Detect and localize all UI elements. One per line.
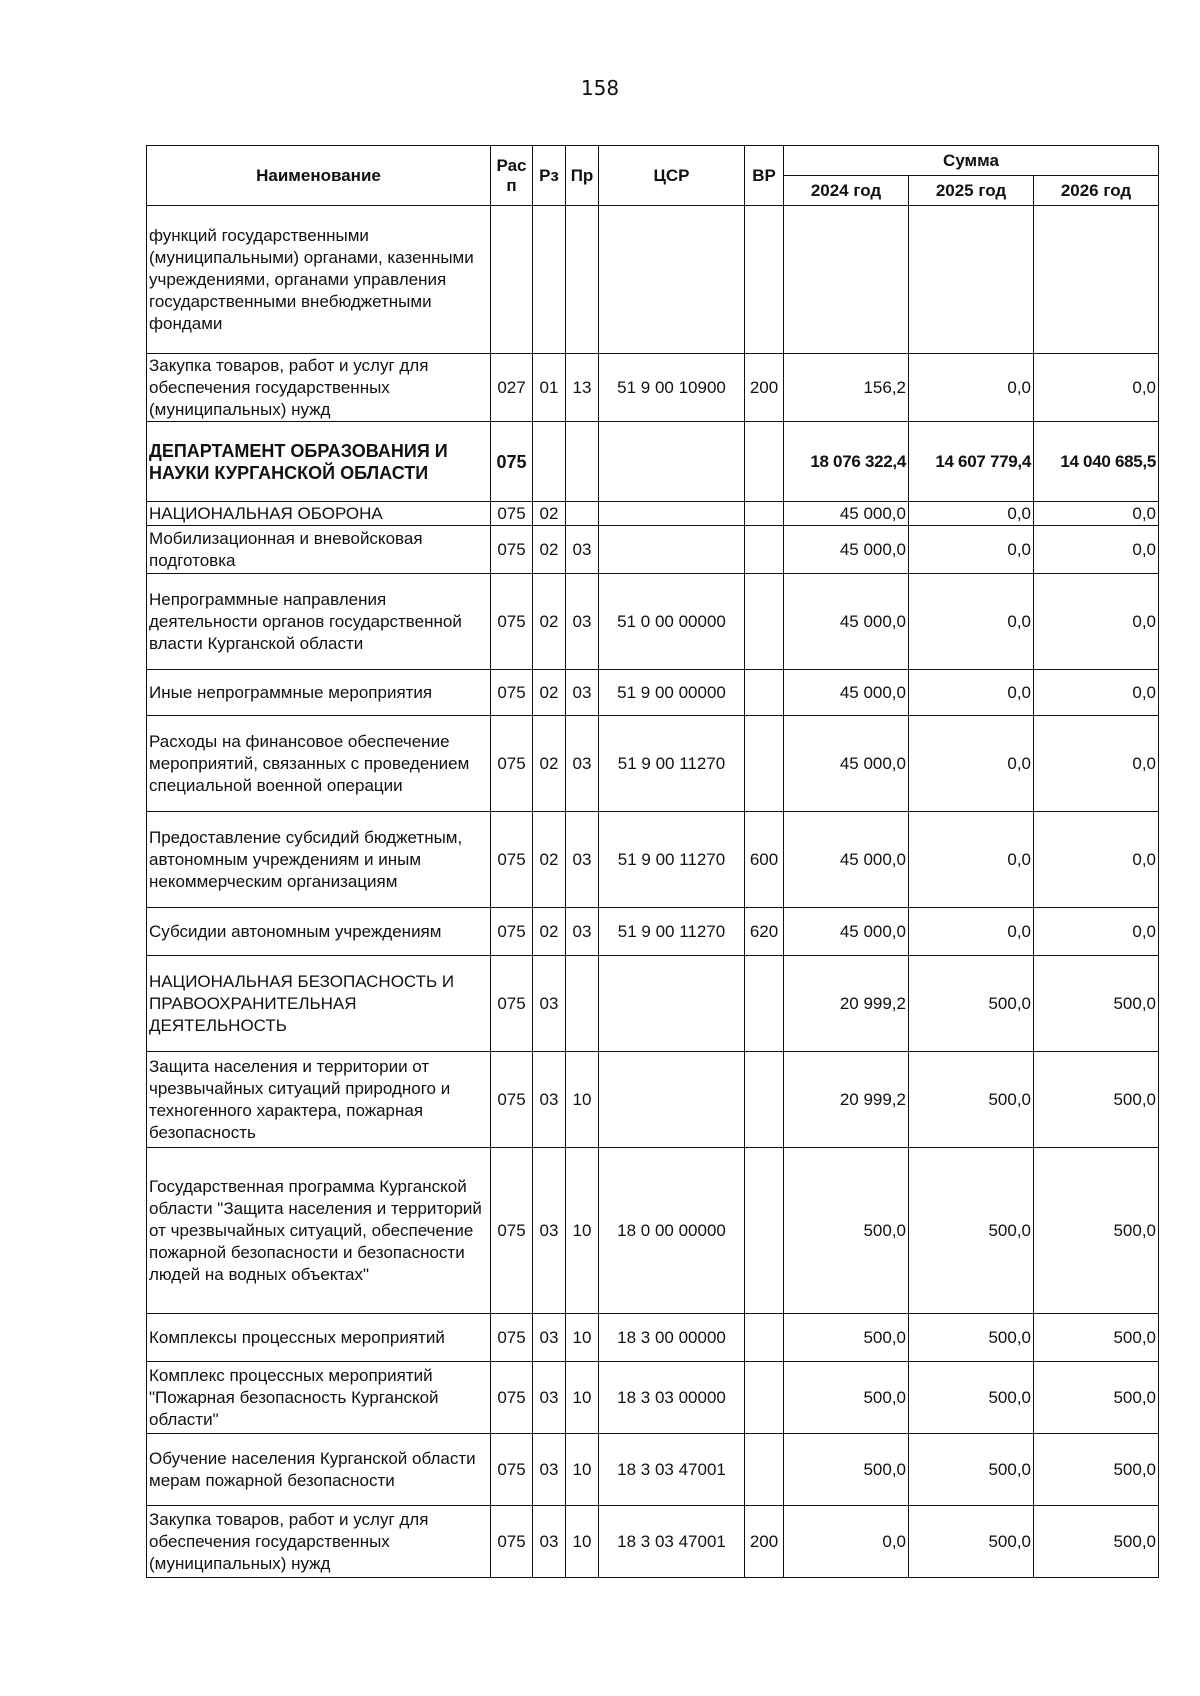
table-row	[147, 1314, 1159, 1362]
cell-pr: 10	[566, 1052, 599, 1148]
cell-rasp: 075	[491, 574, 533, 670]
cell-2024: 45 000,0	[784, 526, 909, 574]
cell-csr: 51 9 00 00000	[599, 670, 745, 716]
cell-pr: 10	[566, 1362, 599, 1434]
cell-2024: 500,0	[784, 1314, 909, 1362]
cell-2025: 0,0	[909, 354, 1034, 422]
header-vr: ВР	[745, 146, 784, 206]
cell-pr: 13	[566, 354, 599, 422]
header-csr: ЦСР	[599, 146, 745, 206]
table-row	[147, 354, 1159, 422]
cell-2024: 45 000,0	[784, 670, 909, 716]
cell-2024: 500,0	[784, 1148, 909, 1314]
cell-2026: 500,0	[1034, 1148, 1159, 1314]
cell-vr: 600	[745, 812, 784, 908]
cell-rz: 03	[533, 1434, 566, 1506]
cell-pr	[566, 502, 599, 526]
cell-vr: 200	[745, 354, 784, 422]
cell-2026: 500,0	[1034, 1052, 1159, 1148]
header-sum: Сумма	[784, 146, 1159, 176]
cell-2026: 500,0	[1034, 1314, 1159, 1362]
cell-vr	[745, 1314, 784, 1362]
cell-2024: 156,2	[784, 354, 909, 422]
budget-table	[146, 145, 1159, 1578]
cell-2024: 0,0	[784, 1506, 909, 1578]
cell-rasp: 075	[491, 1362, 533, 1434]
cell-2024: 20 999,2	[784, 1052, 909, 1148]
table-row	[147, 670, 1159, 716]
cell-2025: 500,0	[909, 1314, 1034, 1362]
table-row	[147, 812, 1159, 908]
cell-2024: 500,0	[784, 1362, 909, 1434]
cell-2024: 500,0	[784, 1434, 909, 1506]
cell-pr: 10	[566, 1434, 599, 1506]
cell-rasp: 075	[491, 670, 533, 716]
cell-csr	[599, 422, 745, 502]
cell-csr: 18 3 03 47001	[599, 1506, 745, 1578]
cell-pr: 03	[566, 526, 599, 574]
header-pr: Пр	[566, 146, 599, 206]
cell-vr	[745, 1148, 784, 1314]
cell-2025: 500,0	[909, 1362, 1034, 1434]
cell-2026: 0,0	[1034, 670, 1159, 716]
cell-2025: 0,0	[909, 670, 1034, 716]
cell-pr	[566, 422, 599, 502]
table-row	[147, 206, 1159, 354]
cell-rasp: 075	[491, 956, 533, 1052]
cell-2026: 500,0	[1034, 1434, 1159, 1506]
cell-csr	[599, 206, 745, 354]
cell-csr: 51 9 00 10900	[599, 354, 745, 422]
cell-vr	[745, 1052, 784, 1148]
cell-name: Защита населения и территории от чрезвычайных ситуаций природного и техногенного характера, пожарная безопасность	[147, 1052, 491, 1148]
cell-2025: 0,0	[909, 812, 1034, 908]
cell-2026: 500,0	[1034, 956, 1159, 1052]
table-row	[147, 908, 1159, 956]
cell-2025: 0,0	[909, 574, 1034, 670]
cell-rz: 03	[533, 1362, 566, 1434]
table-row	[147, 502, 1159, 526]
cell-rasp	[491, 206, 533, 354]
cell-2024	[784, 206, 909, 354]
header-name: Наименование	[147, 146, 491, 206]
cell-csr: 51 9 00 11270	[599, 908, 745, 956]
cell-rz: 03	[533, 1314, 566, 1362]
cell-rasp: 075	[491, 526, 533, 574]
cell-name: Комплекс процессных мероприятий "Пожарная безопасность Курганской области"	[147, 1362, 491, 1434]
cell-vr	[745, 716, 784, 812]
cell-name: Закупка товаров, работ и услуг для обеспечения государственных (муниципальных) нужд	[147, 354, 491, 422]
cell-rasp: 075	[491, 1506, 533, 1578]
cell-name: Комплексы процессных мероприятий	[147, 1314, 491, 1362]
cell-2024: 45 000,0	[784, 716, 909, 812]
header-2026: 2026 год	[1034, 176, 1159, 206]
cell-pr: 03	[566, 812, 599, 908]
cell-rz	[533, 206, 566, 354]
cell-2024: 45 000,0	[784, 574, 909, 670]
cell-rasp: 075	[491, 422, 533, 502]
cell-csr: 18 0 00 00000	[599, 1148, 745, 1314]
cell-rz: 02	[533, 812, 566, 908]
cell-rasp: 075	[491, 1314, 533, 1362]
cell-rasp: 075	[491, 1052, 533, 1148]
cell-vr	[745, 670, 784, 716]
cell-csr	[599, 502, 745, 526]
cell-rz	[533, 422, 566, 502]
cell-rasp: 075	[491, 502, 533, 526]
cell-name: Непрограммные направления деятельности органов государственной власти Курганской области	[147, 574, 491, 670]
cell-2025: 0,0	[909, 502, 1034, 526]
cell-rz: 03	[533, 956, 566, 1052]
table-row	[147, 1362, 1159, 1434]
cell-name: Субсидии автономным учреждениям	[147, 908, 491, 956]
cell-pr: 10	[566, 1506, 599, 1578]
cell-rz: 03	[533, 1148, 566, 1314]
cell-vr: 200	[745, 1506, 784, 1578]
cell-rasp: 075	[491, 1148, 533, 1314]
table-row	[147, 422, 1159, 502]
cell-name: НАЦИОНАЛЬНАЯ ОБОРОНА	[147, 502, 491, 526]
cell-pr: 03	[566, 716, 599, 812]
cell-vr	[745, 422, 784, 502]
cell-name: Закупка товаров, работ и услуг для обеспечения государственных (муниципальных) нужд	[147, 1506, 491, 1578]
cell-csr	[599, 956, 745, 1052]
cell-2025: 500,0	[909, 1148, 1034, 1314]
cell-2025: 0,0	[909, 908, 1034, 956]
table-row	[147, 526, 1159, 574]
header-rasp: Рас п	[491, 146, 533, 206]
cell-rz: 02	[533, 574, 566, 670]
cell-2026	[1034, 206, 1159, 354]
cell-rz: 02	[533, 526, 566, 574]
cell-csr: 18 3 03 00000	[599, 1362, 745, 1434]
cell-vr: 620	[745, 908, 784, 956]
cell-2026: 0,0	[1034, 716, 1159, 812]
table-row	[147, 574, 1159, 670]
cell-csr: 18 3 00 00000	[599, 1314, 745, 1362]
cell-name: Предоставление субсидий бюджетным, автономным учреждениям и иным некоммерческим организациям	[147, 812, 491, 908]
cell-vr	[745, 1362, 784, 1434]
cell-name: Государственная программа Курганской области "Защита населения и территорий от чрезвычайных ситуаций, обеспечение пожарной безопасности и безопасности людей на водных объектах"	[147, 1148, 491, 1314]
table-row	[147, 956, 1159, 1052]
cell-2026: 0,0	[1034, 574, 1159, 670]
cell-name: Иные непрограммные мероприятия	[147, 670, 491, 716]
cell-rz: 03	[533, 1506, 566, 1578]
cell-rasp: 075	[491, 716, 533, 812]
header-2024: 2024 год	[784, 176, 909, 206]
cell-2024: 45 000,0	[784, 502, 909, 526]
cell-2024: 18 076 322,4	[784, 422, 909, 502]
cell-vr	[745, 206, 784, 354]
cell-name: Мобилизационная и вневойсковая подготовка	[147, 526, 491, 574]
cell-2025: 14 607 779,4	[909, 422, 1034, 502]
cell-name: ДЕПАРТАМЕНТ ОБРАЗОВАНИЯ И НАУКИ КУРГАНСКОЙ ОБЛАСТИ	[147, 422, 491, 502]
table-row	[147, 1148, 1159, 1314]
cell-2026: 500,0	[1034, 1506, 1159, 1578]
cell-csr: 51 9 00 11270	[599, 716, 745, 812]
table-row	[147, 1506, 1159, 1578]
cell-pr	[566, 956, 599, 1052]
cell-pr: 10	[566, 1314, 599, 1362]
cell-vr	[745, 526, 784, 574]
cell-rasp: 075	[491, 908, 533, 956]
cell-pr	[566, 206, 599, 354]
table-row	[147, 716, 1159, 812]
cell-rz: 02	[533, 908, 566, 956]
cell-2025: 500,0	[909, 1506, 1034, 1578]
cell-2026: 0,0	[1034, 502, 1159, 526]
page-number: 158	[580, 76, 620, 100]
cell-pr: 03	[566, 908, 599, 956]
cell-csr	[599, 526, 745, 574]
cell-pr: 10	[566, 1148, 599, 1314]
cell-2024: 20 999,2	[784, 956, 909, 1052]
cell-2026: 0,0	[1034, 908, 1159, 956]
cell-2025: 0,0	[909, 526, 1034, 574]
cell-2026: 14 040 685,5	[1034, 422, 1159, 502]
cell-name: Расходы на финансовое обеспечение мероприятий, связанных с проведением специальной военной операции	[147, 716, 491, 812]
cell-csr: 51 9 00 11270	[599, 812, 745, 908]
cell-2026: 0,0	[1034, 812, 1159, 908]
cell-rasp: 027	[491, 354, 533, 422]
cell-rz: 01	[533, 354, 566, 422]
cell-pr: 03	[566, 670, 599, 716]
cell-vr	[745, 574, 784, 670]
cell-pr: 03	[566, 574, 599, 670]
cell-csr: 18 3 03 47001	[599, 1434, 745, 1506]
cell-2026: 0,0	[1034, 354, 1159, 422]
cell-name: Обучение населения Курганской области мерам пожарной безопасности	[147, 1434, 491, 1506]
header-2025: 2025 год	[909, 176, 1034, 206]
cell-csr	[599, 1052, 745, 1148]
cell-2025: 500,0	[909, 1052, 1034, 1148]
cell-2024: 45 000,0	[784, 908, 909, 956]
header-rz: Рз	[533, 146, 566, 206]
table-row	[147, 1052, 1159, 1148]
cell-csr: 51 0 00 00000	[599, 574, 745, 670]
cell-name: НАЦИОНАЛЬНАЯ БЕЗОПАСНОСТЬ И ПРАВООХРАНИТЕЛЬНАЯ ДЕЯТЕЛЬНОСТЬ	[147, 956, 491, 1052]
cell-vr	[745, 1434, 784, 1506]
cell-rz: 02	[533, 670, 566, 716]
cell-2026: 500,0	[1034, 1362, 1159, 1434]
cell-name: функций государственными (муниципальными) органами, казенными учреждениями, органами управления государственными внебюджетными фондами	[147, 206, 491, 354]
cell-rasp: 075	[491, 812, 533, 908]
cell-2025: 500,0	[909, 956, 1034, 1052]
cell-2025: 500,0	[909, 1434, 1034, 1506]
cell-rz: 02	[533, 716, 566, 812]
cell-rasp: 075	[491, 1434, 533, 1506]
cell-vr	[745, 502, 784, 526]
cell-2026: 0,0	[1034, 526, 1159, 574]
cell-rz: 02	[533, 502, 566, 526]
table-row	[147, 1434, 1159, 1506]
cell-rz: 03	[533, 1052, 566, 1148]
cell-vr	[745, 956, 784, 1052]
cell-2025: 0,0	[909, 716, 1034, 812]
table-body	[147, 206, 1159, 1578]
cell-2024: 45 000,0	[784, 812, 909, 908]
cell-2025	[909, 206, 1034, 354]
